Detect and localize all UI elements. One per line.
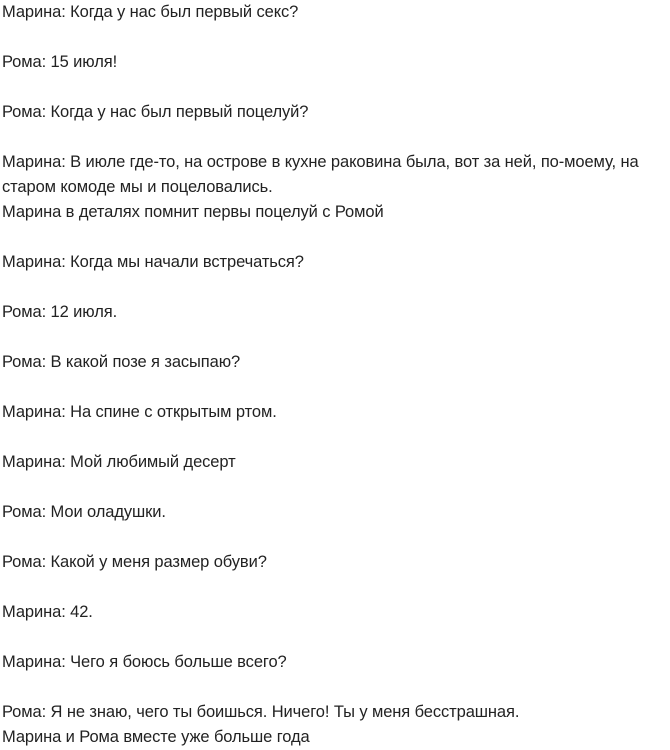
text-line: Рома: 15 июля! <box>2 53 118 71</box>
text-line: Марина: Мой любимый десерт <box>2 453 236 471</box>
text-line: Марина: Когда у нас был первый секс? <box>2 3 299 21</box>
paragraph-spacer <box>2 75 670 100</box>
paragraph-spacer <box>2 125 670 150</box>
paragraph-spacer <box>2 425 670 450</box>
text-line: Рома: Я не знаю, чего ты боишься. Ничего! Ты у меня бесстрашная. <box>2 703 520 721</box>
caption-line: Марина и Рома вместе уже больше года <box>2 728 310 746</box>
text-line: Марина: Чего я боюсь больше всего? <box>2 653 287 671</box>
text-line: Марина: 42. <box>2 603 93 621</box>
text-line: Рома: В какой позе я засыпаю? <box>2 353 241 371</box>
paragraph-spacer <box>2 375 670 400</box>
dialogue-line-marina-dating-question <box>2 250 670 275</box>
dialogue-line-roma-fear-answer <box>2 700 670 750</box>
text-line: Марина: Когда мы начали встречаться? <box>2 253 304 271</box>
dialogue-line-roma-shoe-question <box>2 550 670 575</box>
dialogue-line-marina-sleep-answer <box>2 400 670 425</box>
paragraph-spacer <box>2 275 670 300</box>
paragraph-spacer <box>2 575 670 600</box>
text-line: старом комоде мы и поцеловались. <box>2 178 273 196</box>
dialogue-line-roma-first-kiss-question <box>2 100 670 125</box>
paragraph-spacer <box>2 225 670 250</box>
paragraph-spacer <box>2 475 670 500</box>
caption-line: Марина в деталях помнит первы поцелуй с Ромой <box>2 203 384 221</box>
dialogue-line-roma-answer <box>2 50 670 75</box>
dialogue-line-marina-fear-question <box>2 650 670 675</box>
dialogue-line-marina-kiss-answer <box>2 150 670 225</box>
dialogue-line-marina-first-sex-question <box>2 0 670 25</box>
paragraph-spacer <box>2 325 670 350</box>
text-line: Рома: 12 июля. <box>2 303 118 321</box>
dialogue-line-marina-shoe-answer <box>2 600 670 625</box>
text-line: Марина: В июле где-то, на острове в кухне раковина была, вот за ней, по-моему, на <box>2 153 639 171</box>
paragraph-spacer <box>2 625 670 650</box>
paragraph-spacer <box>2 525 670 550</box>
paragraph-spacer <box>2 25 670 50</box>
dialogue-line-roma-sleep-question <box>2 350 670 375</box>
paragraph-spacer <box>2 675 670 700</box>
text-line: Марина: На спине с открытым ртом. <box>2 403 277 421</box>
text-line: Рома: Какой у меня размер обуви? <box>2 553 267 571</box>
dialogue-line-roma-dating-answer <box>2 300 670 325</box>
text-line: Рома: Мои оладушки. <box>2 503 166 521</box>
dialogue-line-roma-dessert-answer <box>2 500 670 525</box>
text-line: Рома: Когда у нас был первый поцелуй? <box>2 103 309 121</box>
dialogue-line-marina-dessert-question <box>2 450 670 475</box>
